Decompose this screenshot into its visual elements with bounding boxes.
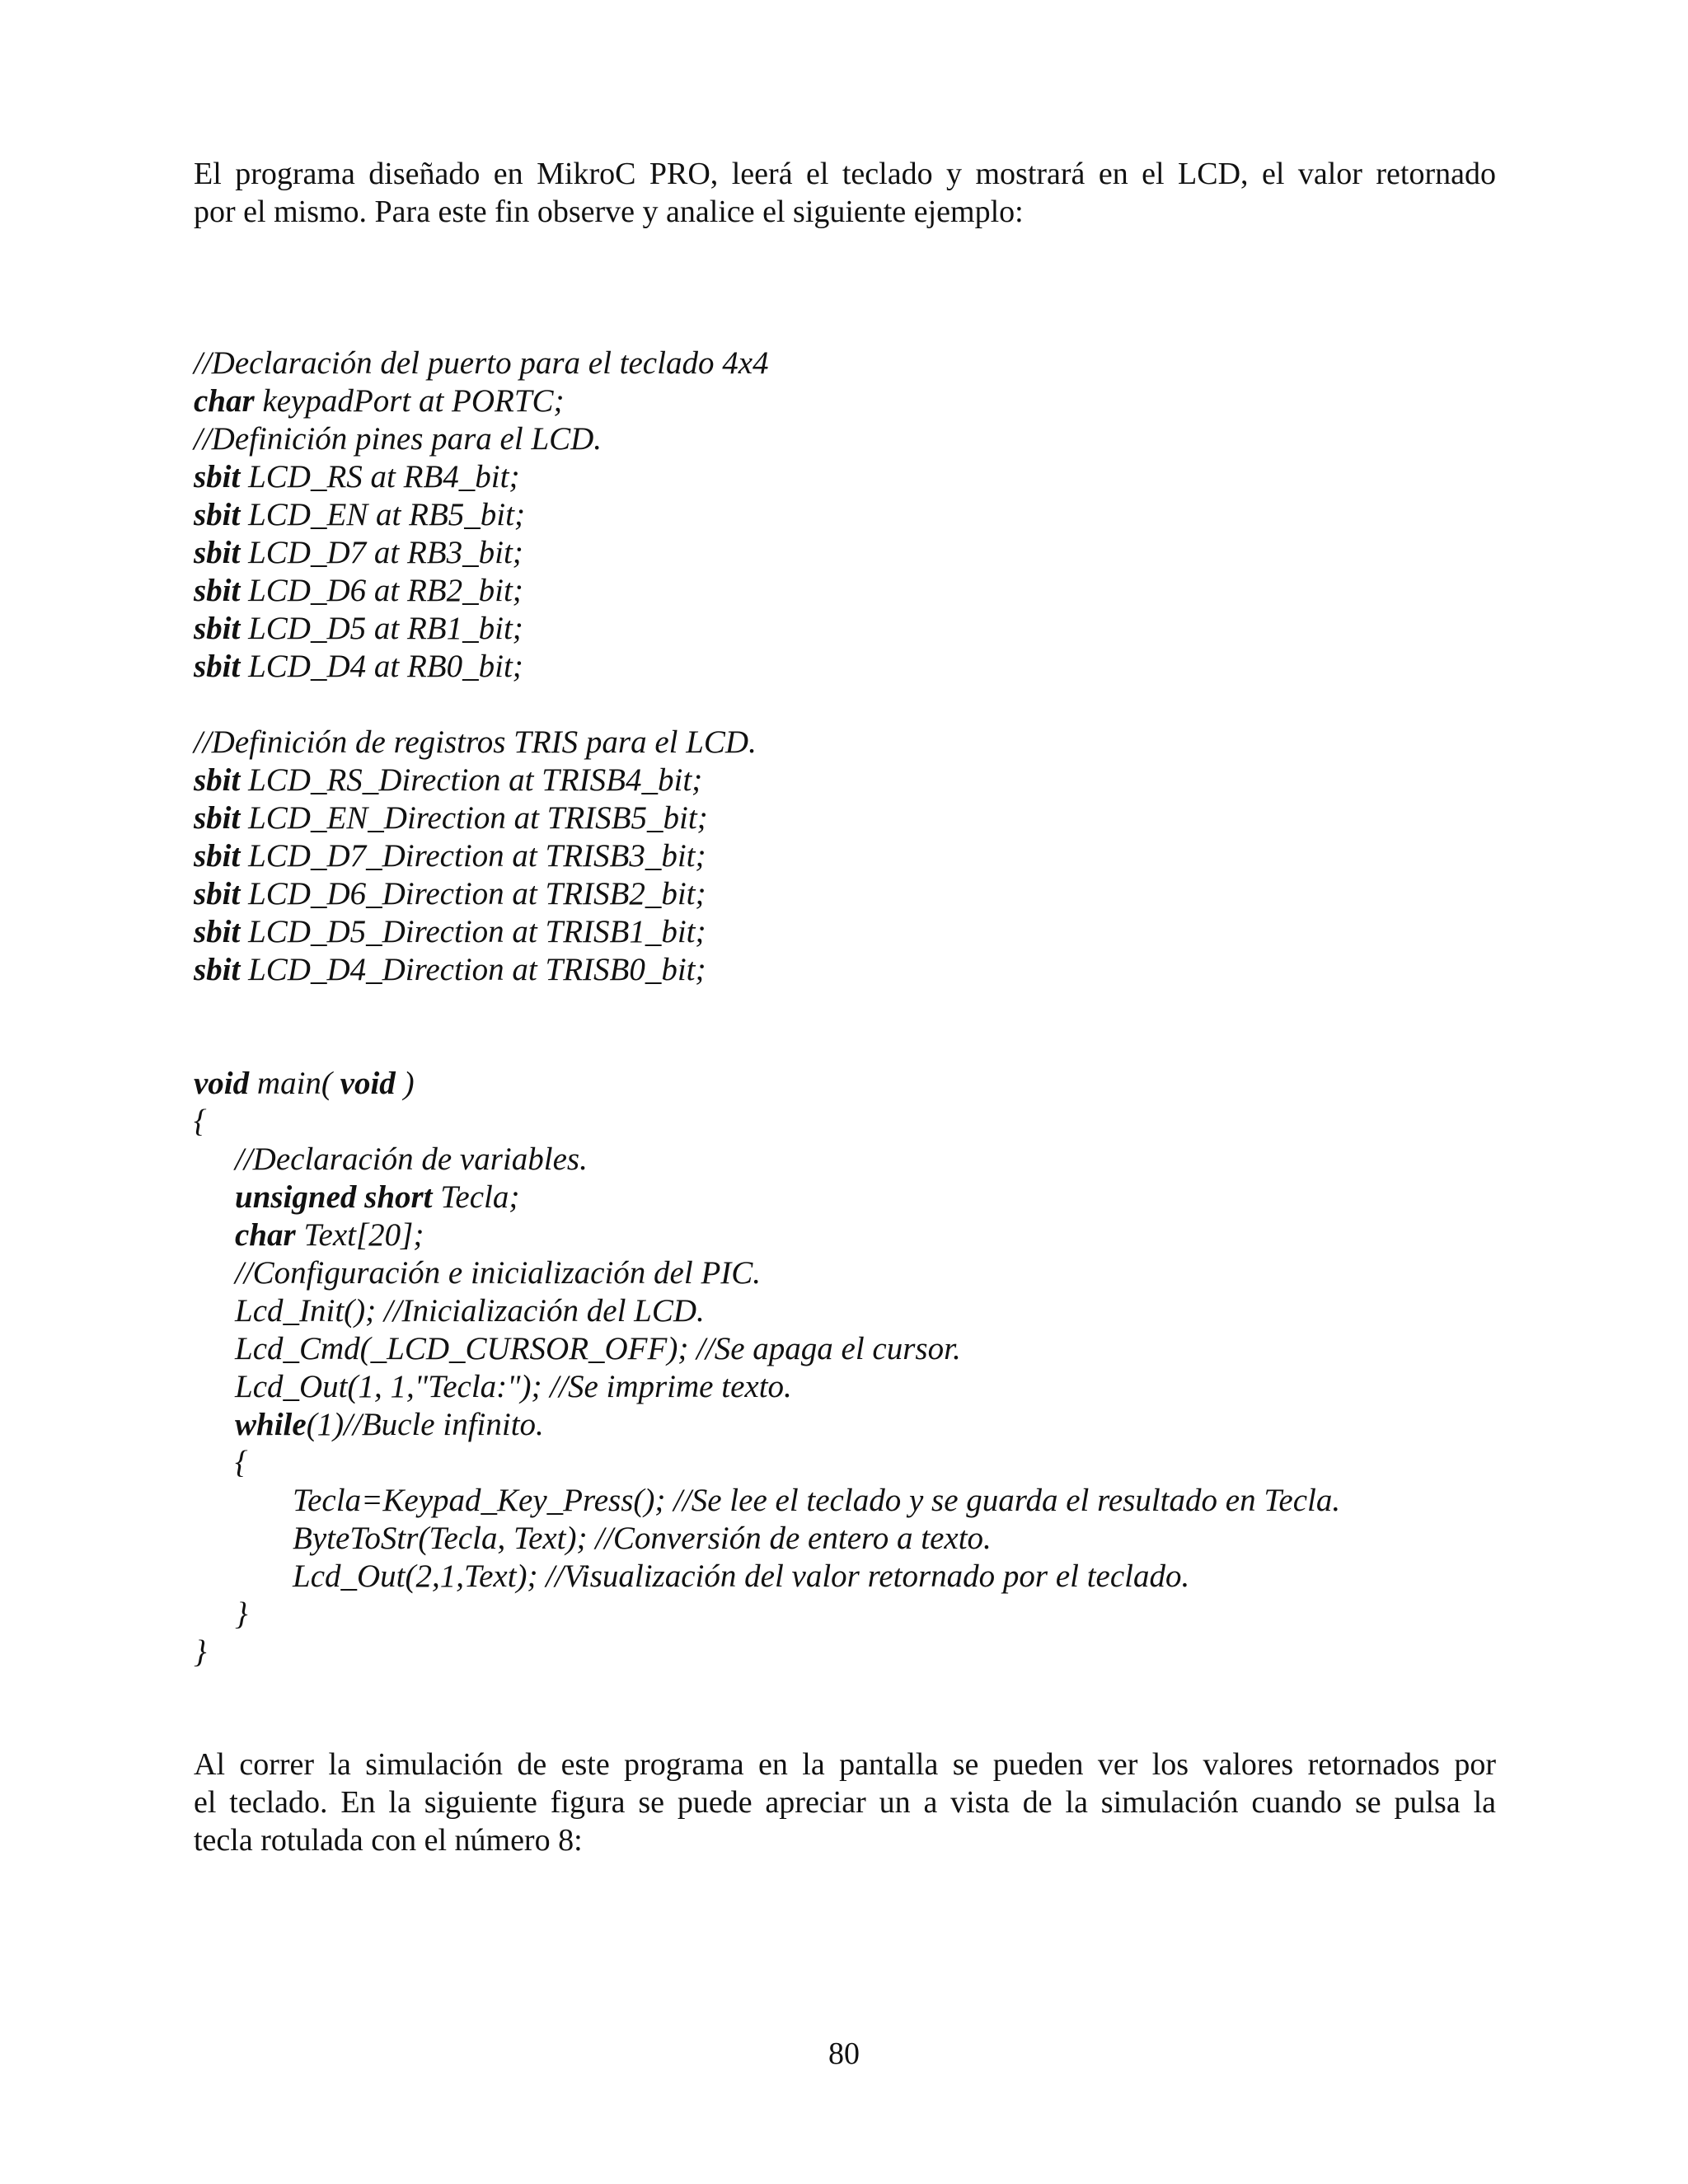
code-text: Lcd_Cmd(_LCD_CURSOR_OFF); //Se apaga el cursor. bbox=[235, 1331, 961, 1366]
intro-line: El programa diseñado en MikroC PRO, leerá el teclado y mostrará en el LCD, el valor retornado bbox=[194, 157, 1496, 191]
code-text: } bbox=[235, 1596, 248, 1632]
code-text: LCD_D5_Direction at TRISB1_bit; bbox=[240, 914, 706, 949]
code-text: main( bbox=[249, 1066, 340, 1101]
code-keyword: sbit bbox=[194, 535, 241, 570]
code-keyword: while bbox=[235, 1407, 307, 1442]
code-text: LCD_EN_Direction at TRISB5_bit; bbox=[240, 800, 708, 836]
code-line bbox=[194, 1558, 1340, 1596]
code-line bbox=[194, 610, 1340, 648]
code-text: LCD_D5 at RB1_bit; bbox=[240, 611, 523, 646]
code-keyword: void bbox=[340, 1066, 396, 1101]
code-keyword: sbit bbox=[194, 497, 241, 532]
code-line bbox=[194, 1141, 1340, 1179]
code-text: LCD_D6_Direction at TRISB2_bit; bbox=[240, 876, 706, 912]
code-text: //Declaración de variables. bbox=[235, 1141, 588, 1177]
code-line bbox=[194, 1330, 1340, 1368]
code-line bbox=[194, 837, 1340, 875]
code-keyword: sbit bbox=[194, 762, 241, 798]
code-text: keypadPort at PORTC; bbox=[254, 383, 565, 419]
code-line bbox=[194, 1292, 1340, 1330]
code-text: LCD_D6 at RB2_bit; bbox=[240, 573, 523, 608]
code-text: } bbox=[194, 1634, 207, 1670]
code-text: //Configuración e inicialización del PIC. bbox=[235, 1255, 762, 1291]
code-line bbox=[194, 951, 1340, 989]
code-blank-line bbox=[194, 1027, 1340, 1065]
code-text: { bbox=[235, 1445, 248, 1480]
code-line bbox=[194, 496, 1340, 534]
code-line bbox=[194, 762, 1340, 799]
code-keyword: char bbox=[194, 383, 255, 419]
code-line bbox=[194, 458, 1340, 496]
code-line bbox=[194, 572, 1340, 610]
code-keyword: sbit bbox=[194, 876, 241, 912]
outro-line: Al correr la simulación de este programa en la pantalla se pueden ver los valores retornados por bbox=[194, 1747, 1496, 1782]
code-blank-line bbox=[194, 989, 1340, 1027]
code-text: Lcd_Out(2,1,Text); //Visualización del valor retornado por el teclado. bbox=[293, 1558, 1190, 1594]
code-text: LCD_D7 at RB3_bit; bbox=[240, 535, 523, 570]
code-line bbox=[194, 420, 1340, 458]
code-line bbox=[194, 1103, 1340, 1141]
code-text: LCD_RS_Direction at TRISB4_bit; bbox=[240, 762, 703, 798]
code-text: Text[20]; bbox=[295, 1217, 424, 1253]
code-line bbox=[194, 534, 1340, 572]
code-blank-line bbox=[194, 686, 1340, 724]
code-line bbox=[194, 1406, 1340, 1444]
code-text: LCD_D4 at RB0_bit; bbox=[240, 649, 523, 684]
code-keyword: sbit bbox=[194, 611, 241, 646]
code-keyword: sbit bbox=[194, 838, 241, 874]
intro-line: por el mismo. Para este fin observe y analice el siguiente ejemplo: bbox=[194, 194, 1024, 229]
code-text: LCD_RS at RB4_bit; bbox=[240, 459, 520, 494]
code-line bbox=[194, 1444, 1340, 1482]
code-line bbox=[194, 648, 1340, 686]
code-text: //Definición pines para el LCD. bbox=[194, 421, 603, 457]
code-text: //Declaración del puerto para el teclado 4x4 bbox=[194, 345, 769, 381]
code-keyword: sbit bbox=[194, 573, 241, 608]
code-line bbox=[194, 1633, 1340, 1671]
code-text: LCD_D4_Direction at TRISB0_bit; bbox=[240, 952, 706, 987]
code-text: Lcd_Out(1, 1,"Tecla:"); //Se imprime texto. bbox=[235, 1369, 792, 1404]
code-line-main-signature bbox=[194, 1065, 1340, 1103]
code-keyword: sbit bbox=[194, 952, 241, 987]
code-line bbox=[194, 724, 1340, 762]
code-line bbox=[194, 799, 1340, 837]
code-line bbox=[194, 913, 1340, 951]
code-text: LCD_D7_Direction at TRISB3_bit; bbox=[240, 838, 706, 874]
code-line bbox=[194, 1368, 1340, 1406]
code-keyword: sbit bbox=[194, 459, 241, 494]
code-text: (1)//Bucle infinito. bbox=[306, 1407, 544, 1442]
code-text: Lcd_Init(); //Inicialización del LCD. bbox=[235, 1293, 705, 1329]
outro-line: tecla rotulada con el número 8: bbox=[194, 1823, 583, 1858]
code-text: ) bbox=[395, 1066, 415, 1101]
code-text: LCD_EN at RB5_bit; bbox=[240, 497, 525, 532]
code-line bbox=[194, 1482, 1340, 1520]
code-line bbox=[194, 1216, 1340, 1254]
code-keyword: char bbox=[235, 1217, 296, 1253]
intro-paragraph bbox=[194, 155, 1496, 231]
page-number: 80 bbox=[828, 2036, 860, 2071]
code-line bbox=[194, 1254, 1340, 1292]
code-line bbox=[194, 1179, 1340, 1216]
code-listing bbox=[194, 344, 1340, 1671]
code-keyword: sbit bbox=[194, 914, 241, 949]
code-line bbox=[194, 1520, 1340, 1558]
code-text: Tecla; bbox=[432, 1179, 520, 1215]
code-keyword: void bbox=[194, 1066, 250, 1101]
code-line bbox=[194, 875, 1340, 913]
code-text: Tecla=Keypad_Key_Press(); //Se lee el teclado y se guarda el resultado en Tecla. bbox=[293, 1483, 1341, 1518]
code-keyword: sbit bbox=[194, 649, 241, 684]
code-line bbox=[194, 344, 1340, 382]
code-keyword: unsigned short bbox=[235, 1179, 433, 1215]
code-text: ByteToStr(Tecla, Text); //Conversión de entero a texto. bbox=[293, 1521, 992, 1556]
code-line bbox=[194, 1596, 1340, 1633]
outro-line: el teclado. En la siguiente figura se puede apreciar un a vista de la simulación cuando se pulsa la bbox=[194, 1785, 1496, 1820]
code-text: { bbox=[194, 1104, 207, 1139]
outro-paragraph bbox=[194, 1746, 1496, 1859]
code-keyword: sbit bbox=[194, 800, 241, 836]
code-line bbox=[194, 382, 1340, 420]
code-text: //Definición de registros TRIS para el LCD. bbox=[194, 724, 757, 760]
